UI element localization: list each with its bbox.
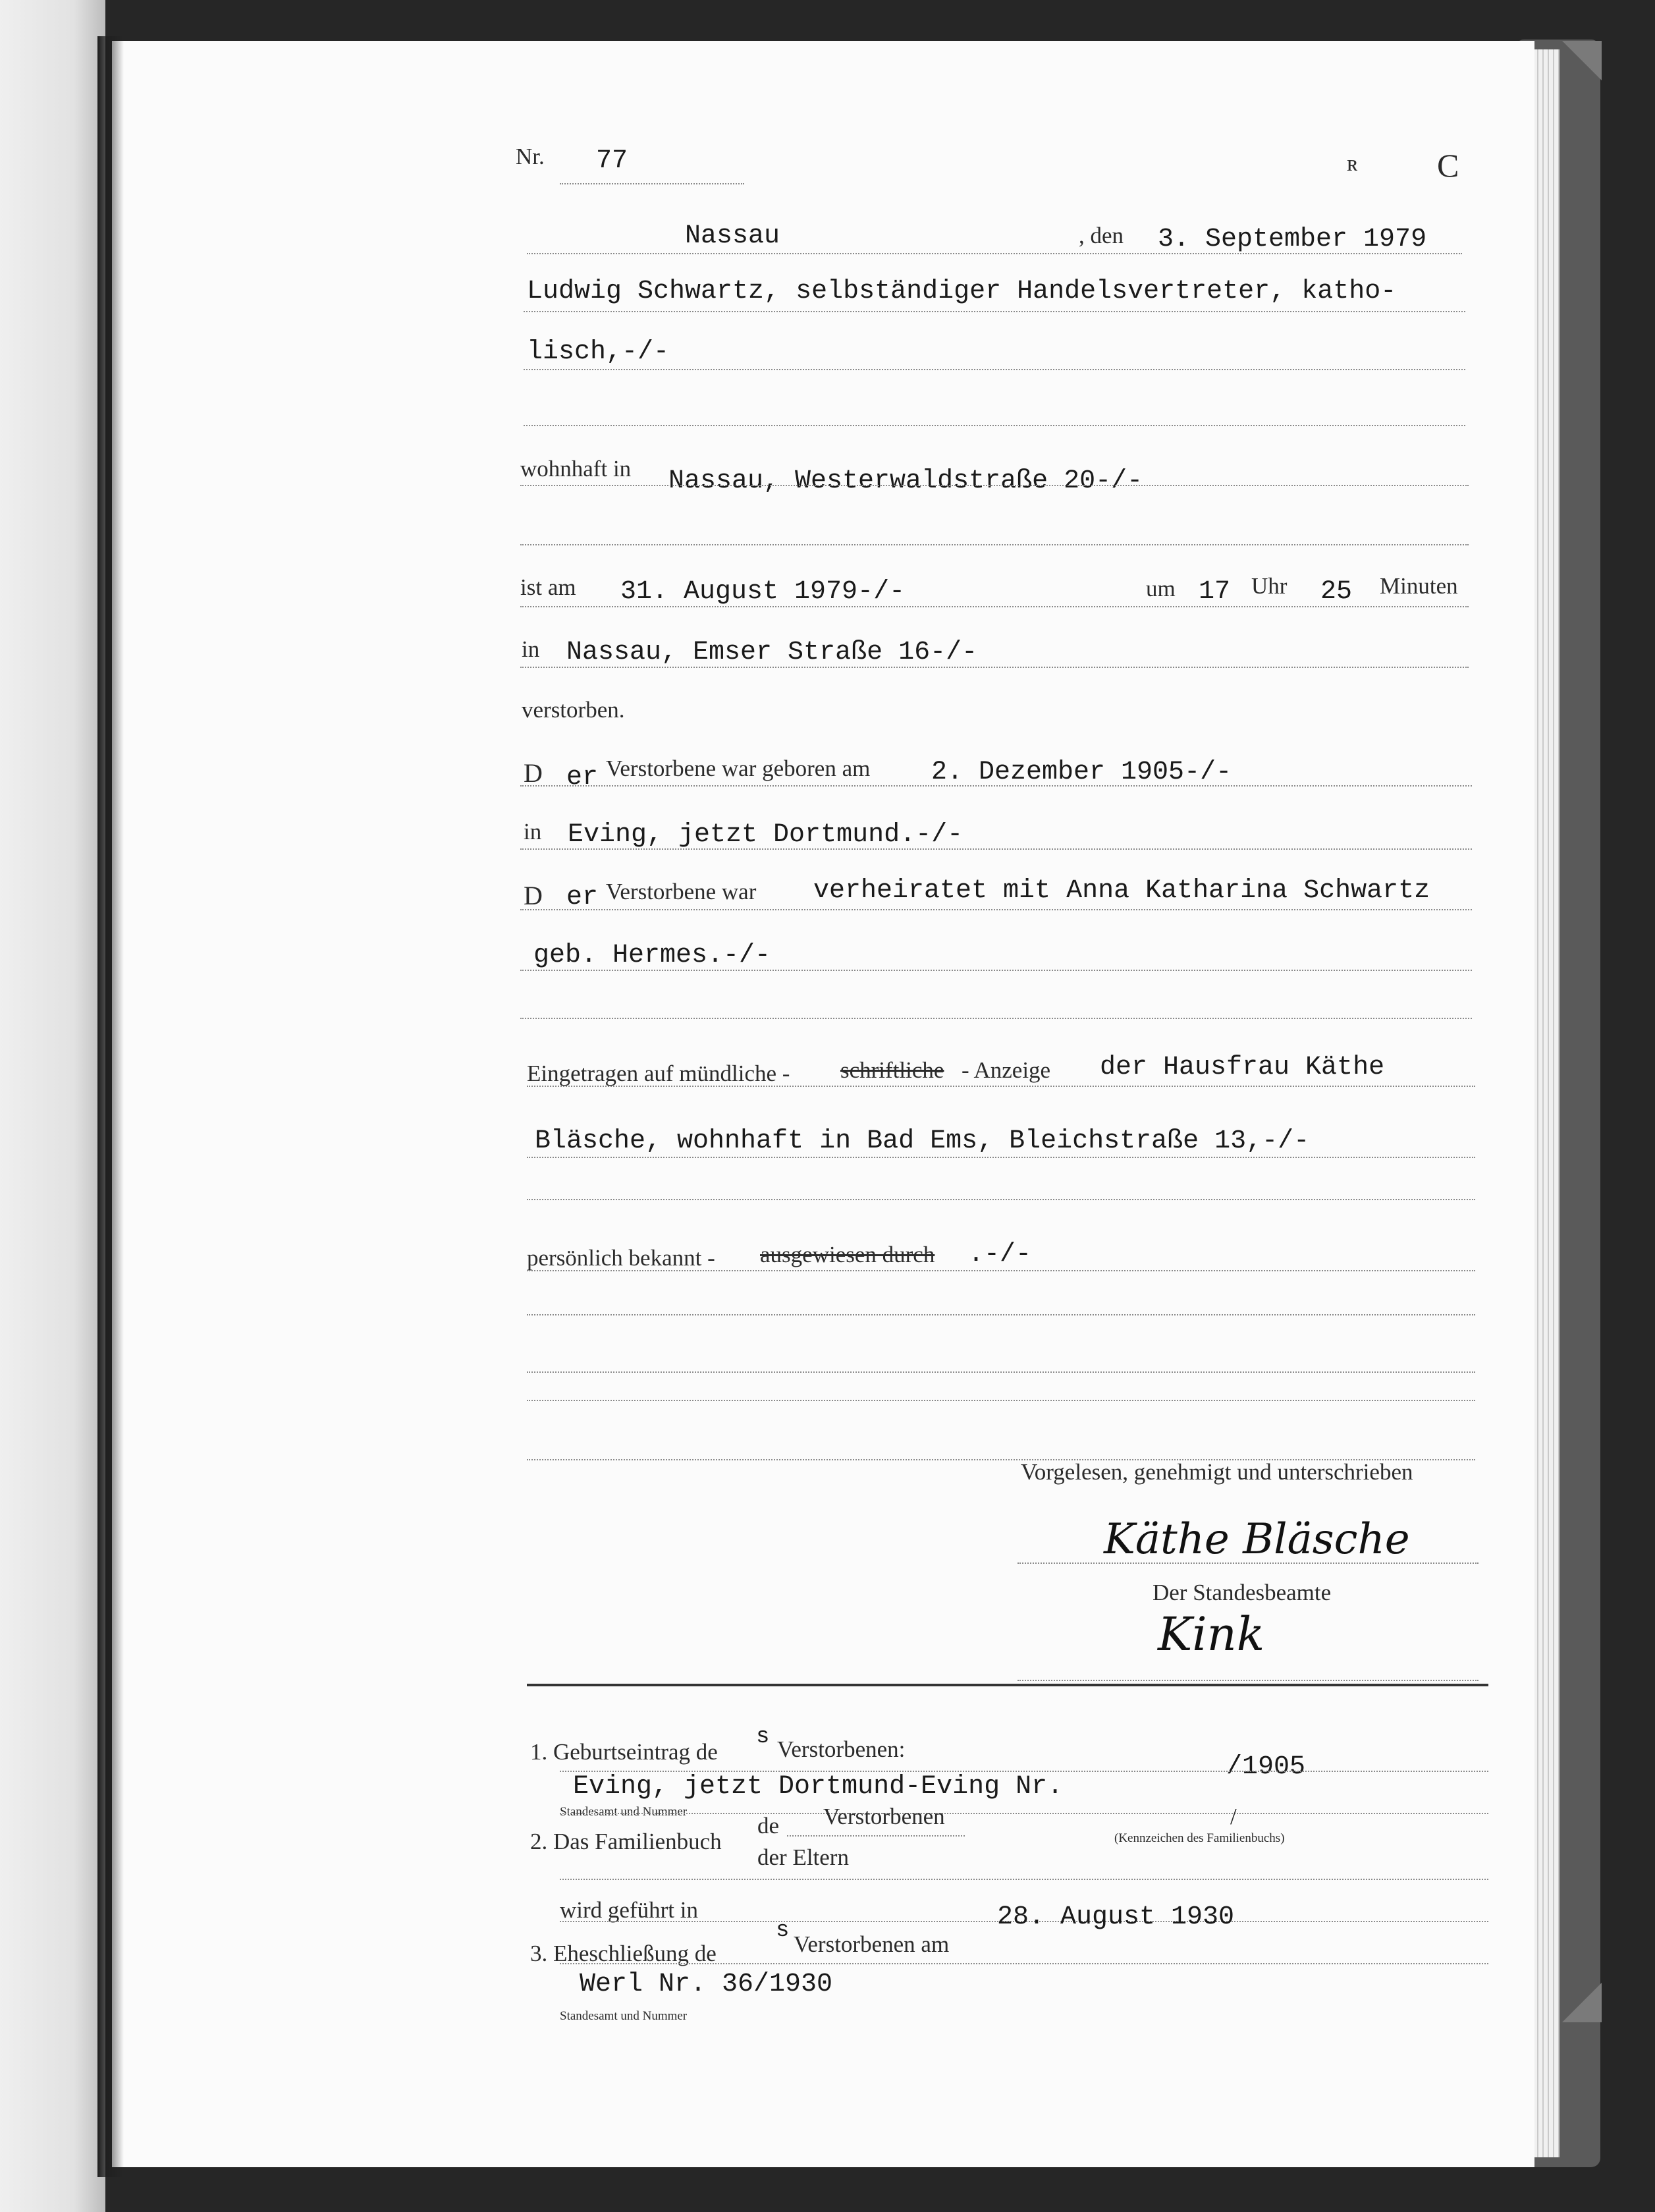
date-value: 3. September 1979: [1158, 225, 1427, 254]
birth-place-rule: [520, 848, 1472, 850]
note-1-suffix: s: [756, 1725, 770, 1750]
note-2-eltern: der Eltern: [757, 1844, 849, 1870]
person-rule-2: [524, 369, 1465, 370]
report-label-start: Eingetragen auf mündliche -: [527, 1061, 790, 1086]
note-2-caption: (Kennzeichen des Familienbuchs): [1114, 1831, 1285, 1845]
gutter-shadow: [97, 36, 124, 2177]
notes-divider: [527, 1684, 1488, 1686]
note-2-slash: /: [1230, 1804, 1237, 1829]
den-label: , den: [1079, 223, 1124, 248]
report-label-end: - Anzeige: [962, 1057, 1051, 1083]
marriage-suffix: er: [566, 883, 599, 912]
note-1-value: Eving, jetzt Dortmund-Eving Nr.: [573, 1772, 1064, 1802]
marriage-line-2: geb. Hermes.-/-: [533, 941, 771, 970]
residence-value: Nassau, Westerwaldstraße 20-/-: [668, 466, 1143, 496]
report-rule-1: [527, 1086, 1475, 1087]
approval-text: Vorgelesen, genehmigt und unterschrieben: [1021, 1459, 1413, 1485]
person-line-1: Ludwig Schwartz, selbständiger Handelsvertreter, katho-: [527, 277, 1397, 306]
residence-rule-2: [520, 544, 1469, 545]
report-rule-2: [527, 1157, 1475, 1158]
report-line-1: der Hausfrau Käthe: [1100, 1053, 1385, 1082]
note-3-label: 3. Eheschließung de: [530, 1941, 717, 1966]
marriage-d-label: D: [524, 881, 543, 910]
death-date-label: ist am: [520, 574, 576, 600]
note-1-label-end: Verstorbenen:: [777, 1736, 906, 1762]
note-2-de: de: [757, 1813, 780, 1839]
nr-label: Nr.: [516, 144, 545, 169]
residence-rule: [520, 485, 1469, 486]
marriage-label: Verstorbene war: [606, 879, 757, 904]
marriage-rule-2: [520, 970, 1472, 971]
birth-place-label: in: [524, 819, 542, 844]
registrar-signature: Kink: [1158, 1607, 1265, 1661]
corner-letter: C: [1437, 147, 1459, 184]
person-rule-3: [524, 425, 1465, 426]
birth-place: Eving, jetzt Dortmund.-/-: [568, 820, 963, 850]
death-date-value: 31. August 1979-/-: [620, 577, 906, 607]
report-line-2: Bläsche, wohnhaft in Bad Ems, Bleichstraße 13,-/-: [535, 1126, 1310, 1156]
note-2-label: 2. Das Familienbuch: [530, 1829, 722, 1854]
place-value: Nassau: [685, 221, 780, 251]
note-1-rule-2: [560, 1813, 1488, 1814]
note-1-year: /1905: [1226, 1752, 1306, 1782]
note-2-rule: [560, 1879, 1488, 1880]
note-1-caption: Standesamt und Nummer: [560, 1805, 688, 1819]
identity-value: .-/-: [968, 1240, 1032, 1269]
time-hour: 17: [1199, 577, 1231, 607]
note-1-label: 1. Geburtseintrag de: [530, 1739, 718, 1765]
informant-signature-rule: [1017, 1562, 1479, 1564]
identity-label: persönlich bekannt -: [527, 1245, 715, 1271]
birth-date: 2. Dezember 1905-/-: [931, 758, 1232, 787]
report-rule-3: [527, 1199, 1475, 1200]
corner-mark: ᴙ: [1347, 150, 1358, 176]
note-3-rule: [560, 1963, 1488, 1964]
note-1-rule: [560, 1771, 1488, 1772]
nr-line: [560, 183, 744, 184]
informant-signature: Käthe Bläsche: [1104, 1515, 1410, 1564]
note-3-label-end: Verstorbenen am: [794, 1931, 950, 1957]
death-place-value: Nassau, Emser Straße 16-/-: [566, 638, 978, 667]
time-minuten-label: Minuten: [1380, 573, 1458, 599]
marriage-rule-3: [520, 1018, 1472, 1019]
verstorben-label: verstorben.: [522, 697, 625, 723]
birth-d-label: D: [524, 758, 543, 788]
report-struck: schriftliche: [840, 1057, 944, 1083]
time-minutes: 25: [1320, 577, 1353, 607]
time-um-label: um: [1146, 576, 1176, 601]
registrar-signature-rule: [1017, 1680, 1479, 1681]
blank-rule-3: [527, 1400, 1475, 1401]
person-rule-1: [524, 311, 1465, 312]
note-3-value: Werl Nr. 36/1930: [580, 1970, 833, 1999]
facing-page: [0, 0, 105, 2212]
header-line: [527, 253, 1462, 254]
nr-value: 77: [596, 146, 628, 176]
birth-date-rule: [520, 785, 1472, 787]
note-2-wird: wird geführt in: [560, 1897, 698, 1923]
identity-struck: ausgewiesen durch: [760, 1242, 935, 1267]
death-date-rule: [520, 606, 1469, 607]
note-2-verstorbenen: Verstorbenen: [823, 1804, 945, 1829]
note-3-suffix: s: [776, 1918, 790, 1943]
residence-label: wohnhaft in: [520, 456, 632, 482]
note-3-caption: Standesamt und Nummer: [560, 2009, 688, 2023]
person-line-2: lisch,-/-: [527, 337, 670, 367]
blank-rule-2: [527, 1371, 1475, 1373]
death-place-rule: [520, 667, 1469, 668]
death-place-label: in: [522, 636, 540, 662]
note-3-date: 28. August 1930: [997, 1902, 1235, 1932]
note-2-verstorbenen-rule: [787, 1835, 965, 1837]
birth-label: Verstorbene war geboren am: [606, 756, 871, 781]
birth-suffix: er: [566, 763, 599, 792]
registrar-label: Der Standesbeamte: [1153, 1580, 1332, 1605]
time-uhr-label: Uhr: [1251, 573, 1288, 599]
blank-rule-1: [527, 1314, 1475, 1315]
identity-rule: [527, 1270, 1475, 1271]
marriage-rule-1: [520, 909, 1472, 910]
marriage-line-1: verheiratet mit Anna Katharina Schwartz: [813, 876, 1430, 906]
